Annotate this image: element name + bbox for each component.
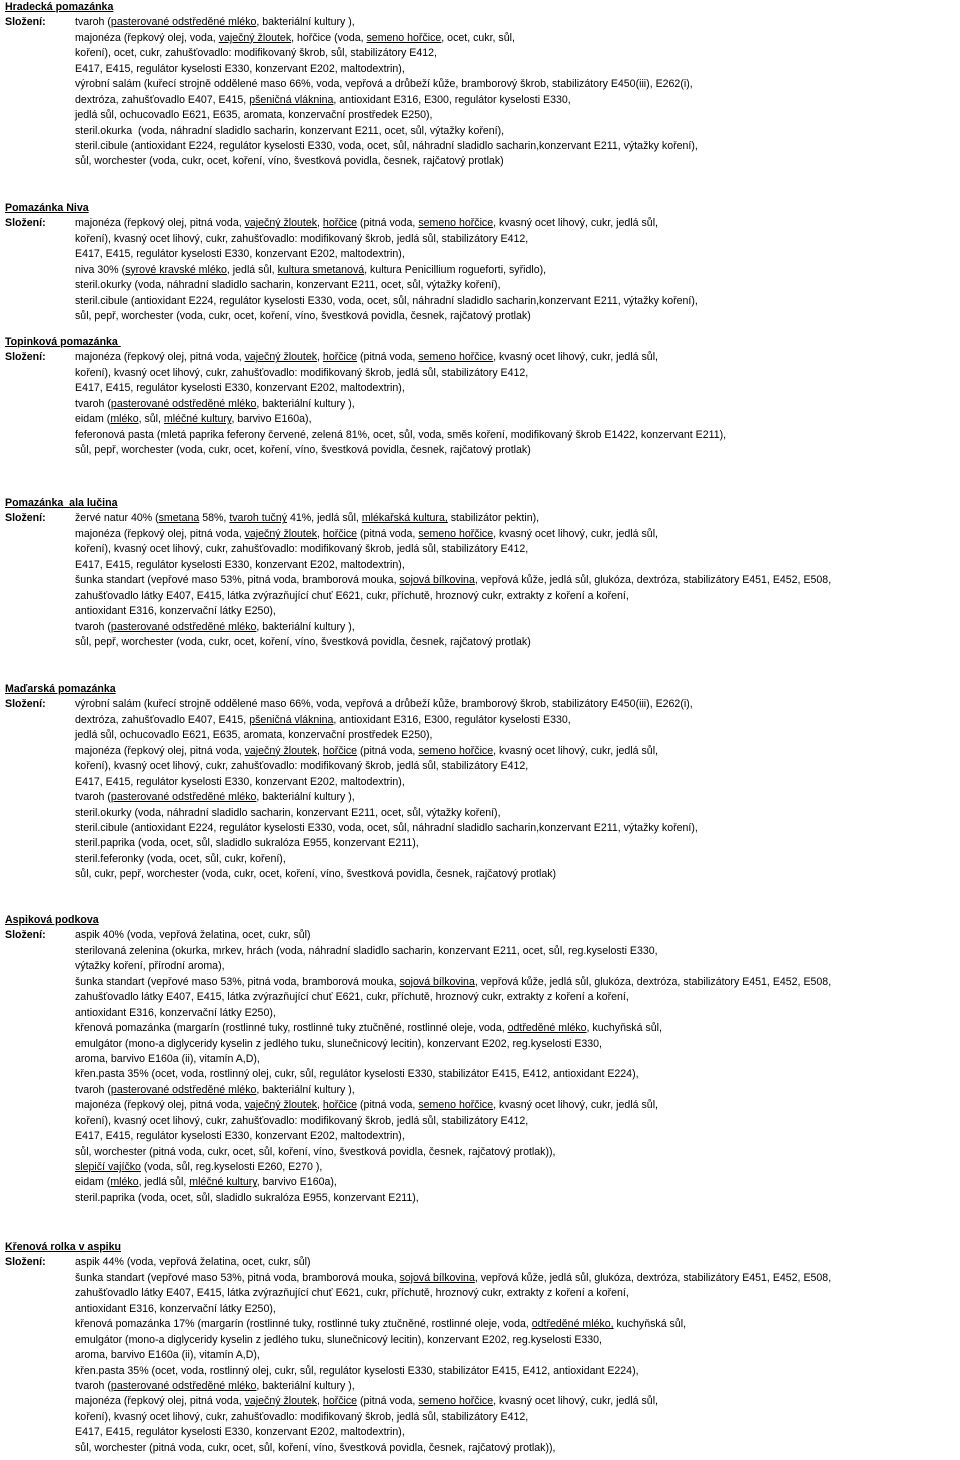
ingredient-line: [5, 1175, 960, 1190]
ingredient-line: [5, 1021, 960, 1036]
ingredient-text: (voda, sůl, reg.kyselosti E260, E270 ),: [140, 1161, 323, 1173]
ingredient-text: koření), kvasný ocet lihový, cukr, zahušťovadlo: modifikovaný škrob, jedlá sůl, stabilizátory E412,: [75, 1114, 529, 1127]
ingredient-line: [5, 1441, 960, 1456]
ingredient-line: [5, 232, 960, 247]
ingredient-line: [5, 806, 960, 821]
ingredient-text: sůl, pepř, worchester (voda, cukr, ocet, koření, víno, švestková povidla, česnek, rajčatový protlak): [75, 635, 531, 648]
ingredient-text: , sůl,: [138, 413, 164, 426]
ingredient-line: [5, 928, 960, 943]
ingredient-text: tvaroh (: [75, 397, 111, 410]
ingredient-line: [5, 15, 960, 30]
ingredient-text: antioxidant E316, konzervační látky E250),: [75, 1006, 276, 1019]
ingredient-text: , kuchyňská sůl,: [586, 1022, 662, 1035]
allergen-text: hořčice: [322, 1099, 358, 1112]
ingredient-line: [5, 77, 960, 92]
product-section: [5, 201, 960, 325]
ingredient-text: výrobní salám (kuřecí strojně oddělené maso 66%, voda, vepřová a drůbeží kůže, bramborový škrob, stabilizátory E450(iii), E262(i),: [75, 78, 693, 91]
allergen-text: hořčice: [322, 1395, 358, 1408]
ingredient-line: [5, 511, 960, 526]
ingredient-line: [5, 620, 960, 635]
composition-label: Složení:: [5, 351, 46, 364]
ingredient-line: [5, 278, 960, 293]
ingredient-text: ,: [317, 1395, 323, 1408]
ingredient-text: křen.pasta 35% (ocet, voda, rostlinný olej, cukr, sůl, regulátor kyselosti E330, stabilizátor E415, E412, antioxidant E224),: [75, 1364, 639, 1377]
ingredient-text: zahušťovadlo látky E407, E415, látka zvýrazňující chuť E621, cukr, příchutě, hroznový cukr, extrakty z koření a koření,: [75, 1287, 629, 1300]
ingredient-line: [5, 139, 960, 154]
ingredient-text: ,: [317, 351, 323, 364]
ingredient-text: sterilovaná zelenina (okurka, mrkev, hrách (voda, náhradní sladidlo sacharin, konzervant E211, ocet, sůl, reg.kyselosti E330,: [75, 944, 658, 957]
allergen-text: hořčice: [322, 217, 358, 230]
ingredient-line: [5, 1114, 960, 1129]
composition-block: [5, 511, 960, 650]
ingredient-line: [5, 867, 960, 882]
allergen-text: sojová bílkovina: [399, 975, 475, 988]
ingredient-text: ,: [317, 217, 323, 230]
ingredient-text: ,: [317, 1099, 323, 1112]
allergen-text: mléčné kultury: [163, 413, 232, 426]
ingredient-text: , bakteriální kultury ),: [256, 1379, 355, 1392]
ingredient-text: steril.cibule (antioxidant E224, regulátor kyselosti E330, voda, ocet, sůl, náhradní sladidlo sacharin,konzervant E211, výtažky koření),: [75, 821, 698, 834]
ingredient-text: výrobní salám (kuřecí strojně oddělené maso 66%, voda, vepřová a drůbeží kůže, bramborový škrob, stabilizátory E450(iii), E262(i),: [75, 698, 693, 711]
allergen-text: hořčice: [322, 351, 358, 364]
ingredient-text: , jedlá sůl,: [226, 263, 278, 276]
ingredient-text: majonéza (řepkový olej, pitná voda,: [75, 1395, 245, 1408]
ingredient-text: koření), kvasný ocet lihový, cukr, zahušťovadlo: modifikovaný škrob, jedlá sůl, stabilizátory E412,: [75, 1410, 529, 1423]
ingredient-text: , bakteriální kultury ),: [256, 397, 355, 410]
ingredient-line: [5, 1083, 960, 1098]
ingredient-line: [5, 46, 960, 61]
ingredient-line: [5, 1052, 960, 1067]
ingredient-line: [5, 852, 960, 867]
ingredient-text: (pitná voda,: [357, 351, 419, 364]
ingredient-text: sůl, pepř, worchester (voda, cukr, ocet, koření, víno, švestková povidla, česnek, rajčatový protlak): [75, 444, 531, 457]
ingredient-text: , bakteriální kultury ),: [256, 16, 355, 29]
ingredient-line: [5, 1317, 960, 1332]
allergen-text: pasterované odstředěné mléko: [110, 1379, 257, 1392]
ingredient-text: koření), kvasný ocet lihový, cukr, zahušťovadlo: modifikovaný škrob, jedlá sůl, stabilizátory E412,: [75, 760, 529, 773]
ingredient-text: feferonová pasta (mletá paprika feferony červené, zelená 81%, ocet, sůl, voda, směs koření, modifikovaný škrob E1422, konzervant E211),: [75, 428, 727, 441]
ingredient-text: (pitná voda,: [357, 217, 419, 230]
ingredient-text: , bakteriální kultury ),: [256, 620, 355, 633]
ingredient-text: steril.okurky (voda, náhradní sladidlo sacharin, konzervant E211, ocet, sůl, výtažky koření),: [75, 806, 501, 819]
ingredient-text: antioxidant E316, konzervační látky E250),: [75, 1302, 276, 1315]
ingredient-text: šunka standart (vepřové maso 53%, pitná voda, bramborová mouka,: [75, 975, 400, 988]
ingredient-line: [5, 154, 960, 169]
ingredient-line: [5, 728, 960, 743]
ingredient-text: stabilizátor pektin),: [447, 512, 540, 525]
ingredient-text: majonéza (řepkový olej, pitná voda,: [75, 1099, 245, 1112]
allergen-text: hořčice: [322, 527, 358, 540]
allergen-text: vaječný žloutek: [244, 527, 318, 540]
ingredient-text: E417, E415, regulátor kyselosti E330, konzervant E202, maltodextrin),: [75, 1426, 405, 1439]
ingredient-line: [5, 1302, 960, 1317]
ingredient-text: majonéza (řepkový olej, voda,: [75, 31, 219, 44]
ingredient-text: žervé natur 40% (: [75, 512, 159, 525]
ingredient-text: majonéza (řepkový olej, pitná voda,: [75, 351, 245, 364]
product-title: Pomazánka Niva: [5, 202, 89, 214]
composition-label: Složení:: [5, 217, 46, 230]
allergen-text: odtředěné mléko: [507, 1022, 587, 1035]
ingredient-line: [5, 1098, 960, 1113]
ingredient-text: E417, E415, regulátor kyselosti E330, konzervant E202, maltodextrin),: [75, 62, 405, 75]
ingredient-line: [5, 1255, 960, 1270]
ingredient-text: (pitná voda,: [357, 527, 419, 540]
ingredient-line: [5, 604, 960, 619]
ingredient-text: sůl, worchester (voda, cukr, ocet, koření, víno, švestková povidla, česnek, rajčatový protlak): [75, 155, 504, 168]
product-title: Aspiková podkova: [5, 914, 99, 926]
ingredient-line: [5, 1191, 960, 1206]
allergen-text: sojová bílkovina: [399, 1271, 475, 1284]
ingredient-text: , antioxidant E316, E300, regulátor kyselosti E330,: [333, 713, 571, 726]
ingredient-text: , barvivo E160a),: [256, 1176, 337, 1189]
composition-block: [5, 216, 960, 324]
ingredient-line: [5, 124, 960, 139]
ingredient-text: ,: [317, 527, 323, 540]
ingredient-text: dextróza, zahušťovadlo E407, E415,: [75, 713, 250, 726]
allergen-text: vaječný žloutek: [244, 1395, 318, 1408]
ingredient-text: koření), kvasný ocet lihový, cukr, zahušťovadlo: modifikovaný škrob, jedlá sůl, stabilizátory E412,: [75, 232, 529, 245]
ingredient-text: zahušťovadlo látky E407, E415, látka zvýrazňující chuť E621, cukr, příchutě, hroznový cukr, extrakty z koření a koření,: [75, 991, 629, 1004]
allergen-text: smetana: [158, 512, 200, 525]
ingredient-line: [5, 713, 960, 728]
ingredient-text: tvaroh (: [75, 620, 111, 633]
ingredient-line: [5, 821, 960, 836]
ingredient-text: E417, E415, regulátor kyselosti E330, konzervant E202, maltodextrin),: [75, 382, 405, 395]
ingredient-text: E417, E415, regulátor kyselosti E330, konzervant E202, maltodextrin),: [75, 558, 405, 571]
ingredient-text: steril.feferonky (voda, ocet, sůl, cukr, koření),: [75, 852, 286, 865]
allergen-text: semeno hořčice: [418, 744, 494, 757]
ingredient-text: (pitná voda,: [357, 1395, 419, 1408]
allergen-text: pasterované odstředěné mléko: [110, 620, 257, 633]
composition-label: Složení:: [5, 512, 46, 525]
ingredient-text: šunka standart (vepřové maso 53%, pitná voda, bramborová mouka,: [75, 1271, 400, 1284]
product-section: [5, 335, 960, 459]
ingredient-line: [5, 1271, 960, 1286]
ingredient-line: [5, 790, 960, 805]
ingredient-line: [5, 744, 960, 759]
allergen-text: tvaroh tučný: [229, 512, 288, 525]
ingredient-line: [5, 216, 960, 231]
allergen-text: sojová bílkovina: [399, 574, 475, 587]
allergen-text: syrové kravské mléko: [125, 263, 227, 276]
ingredient-text: tvaroh (: [75, 1379, 111, 1392]
allergen-text: pšeničná vláknina: [249, 713, 334, 726]
ingredient-text: dextróza, zahušťovadlo E407, E415,: [75, 93, 250, 106]
ingredient-text: steril.paprika (voda, ocet, sůl, sladidlo sukralóza E955, konzervant E211),: [75, 1191, 419, 1204]
ingredient-line: [5, 589, 960, 604]
ingredient-text: jedlá sůl, ochucovadlo E621, E635, aromata, konzervační prostředek E250),: [75, 109, 433, 122]
ingredient-text: tvaroh (: [75, 1083, 111, 1096]
ingredient-text: , barvivo E160a),: [231, 413, 312, 426]
allergen-text: vaječný žloutek: [244, 744, 318, 757]
allergen-text: semeno hořčice: [418, 1395, 494, 1408]
ingredient-line: [5, 836, 960, 851]
ingredient-text: , kvasný ocet lihový, cukr, jedlá sůl,: [493, 351, 658, 364]
ingredient-line: [5, 1348, 960, 1363]
ingredient-line: [5, 397, 960, 412]
ingredient-line: [5, 975, 960, 990]
ingredient-text: koření), kvasný ocet lihový, cukr, zahušťovadlo: modifikovaný škrob, jedlá sůl, stabilizátory E412,: [75, 543, 529, 556]
ingredient-text: emulgátor (mono-a diglyceridy kyselin z jedlého tuku, slunečnicový lecitin), konzervant E202, reg.kyselosti E330,: [75, 1037, 603, 1050]
ingredient-text: 41%, jedlá sůl,: [287, 512, 362, 525]
ingredient-line: [5, 1394, 960, 1409]
allergen-text: semeno hořčice: [418, 527, 494, 540]
composition-block: [5, 928, 960, 1206]
ingredient-text: , kvasný ocet lihový, cukr, jedlá sůl,: [493, 744, 658, 757]
product-section: [5, 1240, 960, 1456]
composition-block: [5, 350, 960, 458]
ingredient-text: , vepřová kůže, jedlá sůl, glukóza, dextróza, stabilizátory E451, E452, E508,: [474, 975, 832, 988]
allergen-text: mléko: [110, 1176, 139, 1189]
allergen-text: vaječný žloutek: [244, 217, 318, 230]
composition-block: [5, 15, 960, 169]
allergen-text: pšeničná vláknina: [249, 93, 334, 106]
ingredient-text: , kvasný ocet lihový, cukr, jedlá sůl,: [493, 217, 658, 230]
composition-block: [5, 1255, 960, 1456]
allergen-text: kultura smetanová: [277, 263, 365, 276]
ingredient-text: eidam (: [75, 1176, 111, 1189]
ingredient-text: E417, E415, regulátor kyselosti E330, konzervant E202, maltodextrin),: [75, 775, 405, 788]
allergen-text: hořčice: [322, 744, 358, 757]
allergen-text: pasterované odstředěné mléko: [110, 791, 257, 804]
ingredient-text: steril.okurky (voda, náhradní sladidlo sacharin, konzervant E211, ocet, sůl, výtažky koření),: [75, 279, 501, 292]
ingredient-line: [5, 990, 960, 1005]
ingredient-text: jedlá sůl, ochucovadlo E621, E635, aromata, konzervační prostředek E250),: [75, 729, 433, 742]
ingredient-line: [5, 558, 960, 573]
composition-block: [5, 697, 960, 882]
product-section: [5, 913, 960, 1206]
ingredient-text: , vepřová kůže, jedlá sůl, glukóza, dextróza, stabilizátory E451, E452, E508,: [474, 574, 832, 587]
allergen-text: semeno hořčice: [366, 31, 442, 44]
ingredient-text: koření), kvasný ocet lihový, cukr, zahušťovadlo: modifikovaný škrob, jedlá sůl, stabilizátory E412,: [75, 366, 529, 379]
ingredient-line: [5, 759, 960, 774]
ingredient-line: [5, 108, 960, 123]
product-title: Pomazánka ala lučina: [5, 497, 118, 509]
ingredient-text: , kultura Penicillium rogueforti, syřidlo),: [364, 263, 547, 276]
composition-label: Složení:: [5, 1256, 46, 1269]
ingredient-text: 58%,: [199, 512, 230, 525]
allergen-text: odtředěné mléko,: [531, 1318, 614, 1331]
ingredient-text: steril.paprika (voda, ocet, sůl, sladidlo sukralóza E955, konzervant E211),: [75, 837, 419, 850]
ingredient-text: výtažky koření, přírodní aroma),: [75, 960, 225, 973]
ingredient-text: antioxidant E316, konzervační látky E250),: [75, 605, 276, 618]
allergen-text: mléčné kultury: [189, 1176, 257, 1189]
ingredient-line: [5, 350, 960, 365]
ingredient-text: šunka standart (vepřové maso 53%, pitná voda, bramborová mouka,: [75, 574, 400, 587]
ingredient-line: [5, 31, 960, 46]
ingredient-line: [5, 412, 960, 427]
ingredient-line: [5, 428, 960, 443]
ingredient-text: sůl, pepř, worchester (voda, cukr, ocet, koření, víno, švestková povidla, česnek, rajčatový protlak): [75, 310, 531, 323]
ingredient-text: eidam (: [75, 413, 111, 426]
ingredient-line: [5, 62, 960, 77]
ingredient-line: [5, 443, 960, 458]
ingredient-text: E417, E415, regulátor kyselosti E330, konzervant E202, maltodextrin),: [75, 248, 405, 261]
ingredient-text: majonéza (řepkový olej, pitná voda,: [75, 217, 245, 230]
ingredient-text: , kvasný ocet lihový, cukr, jedlá sůl,: [493, 527, 658, 540]
ingredient-text: křenová pomazánka 17% (margarín (rostlinné tuky, rostlinné tuky ztučněné, rostlinné oleje, voda,: [75, 1318, 532, 1331]
ingredient-line: [5, 263, 960, 278]
ingredient-text: sůl, cukr, pepř, worchester (voda, cukr, ocet, koření, víno, švestková povidla, česnek, rajčatový protlak): [75, 868, 557, 881]
ingredient-line: [5, 527, 960, 542]
ingredient-line: [5, 542, 960, 557]
ingredient-line: [5, 1145, 960, 1160]
ingredient-line: [5, 944, 960, 959]
ingredient-line: [5, 1410, 960, 1425]
allergen-text: vaječný žloutek: [244, 351, 318, 364]
ingredient-text: , kvasný ocet lihový, cukr, jedlá sůl,: [493, 1395, 658, 1408]
product-title: Maďarská pomazánka: [5, 683, 116, 695]
ingredient-text: , vepřová kůže, jedlá sůl, glukóza, dextróza, stabilizátory E451, E452, E508,: [474, 1271, 832, 1284]
ingredient-text: steril.cibule (antioxidant E224, regulátor kyselosti E330, voda, ocet, sůl, náhradní sladidlo sacharin,konzervant E211, výtažky koření),: [75, 139, 698, 152]
ingredient-line: [5, 1364, 960, 1379]
allergen-text: mlékařská kultura,: [361, 512, 448, 525]
product-title: Topinková pomazánka: [5, 336, 121, 348]
allergen-text: pasterované odstředěné mléko: [110, 16, 257, 29]
ingredient-text: sůl, worchester (pitná voda, cukr, ocet, sůl, koření, víno, švestková povidla, česnek, rajčatový protlak)),: [75, 1145, 556, 1158]
ingredient-text: E417, E415, regulátor kyselosti E330, konzervant E202, maltodextrin),: [75, 1130, 405, 1143]
ingredient-line: [5, 1425, 960, 1440]
ingredient-text: křenová pomazánka (margarín (rostlinné tuky, rostlinné tuky ztučněné, rostlinné oleje, voda,: [75, 1022, 508, 1035]
product-section: [5, 682, 960, 883]
ingredient-text: tvaroh (: [75, 791, 111, 804]
product-section: [5, 496, 960, 650]
allergen-text: slepičí vajíčko: [75, 1161, 141, 1173]
product-title: Hradecká pomazánka: [5, 1, 114, 13]
allergen-text: semeno hořčice: [418, 1099, 494, 1112]
ingredient-text: ,: [317, 744, 323, 757]
allergen-text: semeno hořčice: [418, 351, 494, 364]
ingredient-line: [5, 366, 960, 381]
ingredient-line: [5, 1129, 960, 1144]
ingredient-text: , jedlá sůl,: [138, 1176, 190, 1189]
ingredient-text: , bakteriální kultury ),: [256, 1083, 355, 1096]
ingredient-line: [5, 697, 960, 712]
ingredient-line: [5, 294, 960, 309]
ingredient-text: (pitná voda,: [357, 744, 419, 757]
ingredient-line: [5, 1379, 960, 1394]
ingredient-text: , kvasný ocet lihový, cukr, jedlá sůl,: [493, 1099, 658, 1112]
ingredient-text: steril.okurka (voda, náhradní sladidlo sacharin, konzervant E211, ocet, sůl, výtažky koření),: [75, 124, 505, 137]
ingredient-line: [5, 775, 960, 790]
allergen-text: mléko: [110, 413, 139, 426]
ingredient-text: , hořčice (voda,: [291, 31, 367, 44]
ingredient-text: aspik 44% (voda, vepřová želatina, ocet, cukr, sůl): [75, 1256, 311, 1269]
ingredient-text: zahušťovadlo látky E407, E415, látka zvýrazňující chuť E621, cukr, příchutě, hroznový cukr, extrakty z koření a koření,: [75, 589, 629, 602]
allergen-text: pasterované odstředěné mléko: [110, 397, 257, 410]
allergen-text: semeno hořčice: [418, 217, 494, 230]
product-title: Křenová rolka v aspiku: [5, 1241, 121, 1253]
allergen-text: vaječný žloutek: [244, 1099, 318, 1112]
product-section: [5, 0, 960, 170]
composition-label: Složení:: [5, 698, 46, 711]
ingredient-line: [5, 959, 960, 974]
ingredient-text: (pitná voda,: [357, 1099, 419, 1112]
ingredient-text: aspik 40% (voda, vepřová želatina, ocet, cukr, sůl): [75, 929, 311, 942]
ingredient-text: steril.cibule (antioxidant E224, regulátor kyselosti E330, voda, ocet, sůl, náhradní sladidlo sacharin,konzervant E211, výtažky koření),: [75, 294, 698, 307]
ingredient-line: [5, 635, 960, 650]
ingredient-line: [5, 247, 960, 262]
ingredient-text: niva 30% (: [75, 263, 126, 276]
ingredient-text: majonéza (řepkový olej, pitná voda,: [75, 527, 245, 540]
ingredient-text: , ocet, cukr, sůl,: [441, 31, 515, 44]
ingredient-text: aroma, barvivo E160a (ii), vitamín A,D),: [75, 1052, 260, 1065]
ingredient-line: [5, 1037, 960, 1052]
ingredient-text: sůl, worchester (pitná voda, cukr, ocet, sůl, koření, víno, švestková povidla, česnek, rajčatový protlak)),: [75, 1441, 556, 1454]
ingredient-line: [5, 1067, 960, 1082]
ingredient-text: , antioxidant E316, E300, regulátor kyselosti E330,: [333, 93, 571, 106]
ingredient-line: [5, 1160, 960, 1175]
ingredient-text: křen.pasta 35% (ocet, voda, rostlinný olej, cukr, sůl, regulátor kyselosti E330, stabilizátor E415, E412, antioxidant E224),: [75, 1068, 639, 1081]
ingredient-line: [5, 1286, 960, 1301]
ingredient-text: aroma, barvivo E160a (ii), vitamín A,D),: [75, 1349, 260, 1362]
ingredient-text: kuchyňská sůl,: [613, 1318, 687, 1331]
ingredient-text: majonéza (řepkový olej, pitná voda,: [75, 744, 245, 757]
composition-label: Složení:: [5, 16, 46, 29]
allergen-text: pasterované odstředěné mléko: [110, 1083, 257, 1096]
ingredient-text: , bakteriální kultury ),: [256, 791, 355, 804]
ingredient-line: [5, 381, 960, 396]
ingredient-line: [5, 573, 960, 588]
ingredient-text: koření), ocet, cukr, zahušťovadlo: modifikovaný škrob, sůl, stabilizátory E412,: [75, 47, 437, 60]
ingredient-text: tvaroh (: [75, 16, 111, 29]
ingredient-line: [5, 1006, 960, 1021]
ingredient-line: [5, 1333, 960, 1348]
ingredient-line: [5, 93, 960, 108]
ingredient-text: emulgátor (mono-a diglyceridy kyselin z jedlého tuku, slunečnicový lecitin), konzervant E202, reg.kyselosti E330,: [75, 1333, 603, 1346]
ingredient-line: [5, 309, 960, 324]
composition-label: Složení:: [5, 929, 46, 942]
allergen-text: vaječný žloutek: [218, 31, 292, 44]
